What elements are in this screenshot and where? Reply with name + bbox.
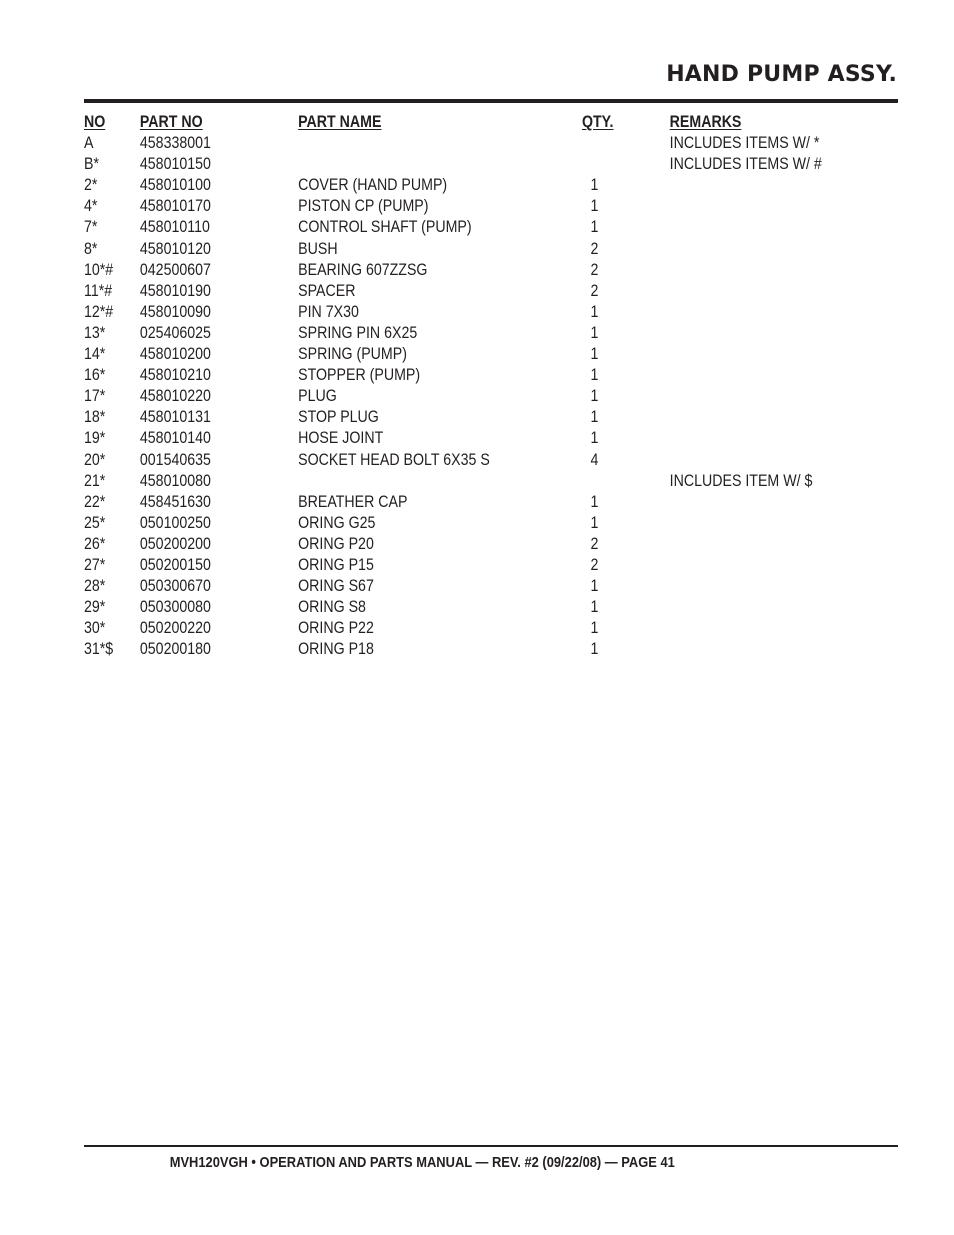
header-part-no: PART NO xyxy=(139,113,203,131)
item-no: 14* xyxy=(84,345,106,364)
table-row xyxy=(84,492,763,513)
table-row xyxy=(84,281,763,302)
item-no: A xyxy=(84,134,94,153)
part-number: 050200150 xyxy=(139,555,211,574)
table-row xyxy=(84,386,763,407)
title-rule xyxy=(84,99,898,103)
table-row xyxy=(84,555,763,576)
part-number: 458010100 xyxy=(139,176,211,195)
item-no: 8* xyxy=(84,239,98,258)
table-row xyxy=(84,576,763,597)
part-name: CONTROL SHAFT (PUMP) xyxy=(298,218,472,237)
item-no: 10*# xyxy=(84,260,114,279)
part-name: ORING S8 xyxy=(298,598,366,617)
header-qty: QTY. xyxy=(581,113,614,131)
item-no: 22* xyxy=(84,492,106,511)
part-number: 458010170 xyxy=(139,197,211,216)
table-row xyxy=(84,365,763,386)
part-number: 458010210 xyxy=(139,366,211,385)
quantity: 2 xyxy=(590,281,599,300)
part-number: 458010150 xyxy=(139,155,211,174)
part-name: PIN 7X30 xyxy=(298,302,359,321)
part-number: 458010140 xyxy=(139,429,211,448)
table-row xyxy=(84,597,763,618)
item-no: 25* xyxy=(84,513,106,532)
header-remarks: REMARKS xyxy=(669,113,742,131)
part-number: 025406025 xyxy=(139,323,211,342)
table-row xyxy=(84,175,763,196)
part-number: 001540635 xyxy=(139,450,211,469)
part-name: ORING P15 xyxy=(298,555,374,574)
part-name: ORING P20 xyxy=(298,534,374,553)
table-body xyxy=(84,133,822,660)
header-part-name: PART NAME xyxy=(298,113,382,131)
item-no: 26* xyxy=(84,534,106,553)
quantity: 2 xyxy=(590,239,599,258)
quantity: 1 xyxy=(590,577,599,596)
part-number: 458338001 xyxy=(139,134,211,153)
part-name: ORING G25 xyxy=(298,513,376,532)
part-number: 458010090 xyxy=(139,302,211,321)
table-row xyxy=(84,217,763,238)
part-number: 050100250 xyxy=(139,513,211,532)
part-number: 458010120 xyxy=(139,239,211,258)
footer-rule xyxy=(84,1145,898,1147)
table-row xyxy=(84,618,763,639)
part-number: 458010190 xyxy=(139,281,211,300)
item-no: 29* xyxy=(84,598,106,617)
quantity: 2 xyxy=(590,555,599,574)
table-row xyxy=(84,154,822,175)
parts-table xyxy=(84,112,822,660)
part-number: 050200220 xyxy=(139,619,211,638)
quantity: 1 xyxy=(590,640,599,659)
item-no: 28* xyxy=(84,577,106,596)
quantity: 1 xyxy=(590,492,599,511)
part-name: SPACER xyxy=(298,281,356,300)
remarks: INCLUDES ITEMS W/ * xyxy=(669,134,820,153)
part-number: 050300080 xyxy=(139,598,211,617)
part-name: BUSH xyxy=(298,239,338,258)
header-no: NO xyxy=(84,113,106,131)
table-row xyxy=(84,639,763,660)
item-no: 21* xyxy=(84,471,106,490)
part-name: SPRING PIN 6X25 xyxy=(298,323,418,342)
part-number: 458010110 xyxy=(139,218,210,237)
item-no: 30* xyxy=(84,619,106,638)
part-name: STOPPER (PUMP) xyxy=(298,366,421,385)
part-number: 458010080 xyxy=(139,471,211,490)
part-name: ORING S67 xyxy=(298,577,374,596)
quantity: 1 xyxy=(590,218,599,237)
table-row xyxy=(84,302,763,323)
part-name: ORING P18 xyxy=(298,640,374,659)
part-number: 458010131 xyxy=(139,408,211,427)
part-number: 458010220 xyxy=(139,387,211,406)
item-no: 11*# xyxy=(84,281,113,300)
item-no: 7* xyxy=(84,218,98,237)
item-no: 18* xyxy=(84,408,106,427)
part-name: BREATHER CAP xyxy=(298,492,408,511)
item-no: 19* xyxy=(84,429,106,448)
remarks: INCLUDES ITEM W/ $ xyxy=(669,471,813,490)
table-row xyxy=(84,260,763,281)
part-number: 050200200 xyxy=(139,534,211,553)
item-no: 31*$ xyxy=(84,640,114,659)
item-no: 12*# xyxy=(84,302,114,321)
table-row xyxy=(84,323,763,344)
part-number: 042500607 xyxy=(139,260,211,279)
quantity: 4 xyxy=(590,450,599,469)
table-row xyxy=(84,196,763,217)
table-row xyxy=(84,428,763,449)
part-name: PLUG xyxy=(298,387,337,406)
quantity: 1 xyxy=(590,323,599,342)
item-no: 13* xyxy=(84,323,106,342)
part-name: ORING P22 xyxy=(298,619,374,638)
part-name: PISTON CP (PUMP) xyxy=(298,197,429,216)
item-no: 2* xyxy=(84,176,98,195)
item-no: B* xyxy=(84,155,99,174)
part-name: STOP PLUG xyxy=(298,408,379,427)
page-footer: MVH120VGH • OPERATION AND PARTS MANUAL — REV. #2 (09/22/08) — PAGE 41 xyxy=(169,1154,675,1171)
remarks: INCLUDES ITEMS W/ # xyxy=(669,155,822,174)
part-name: SOCKET HEAD BOLT 6X35 S xyxy=(298,450,490,469)
quantity: 1 xyxy=(590,197,599,216)
quantity: 2 xyxy=(590,534,599,553)
quantity: 1 xyxy=(590,598,599,617)
table-row xyxy=(84,534,763,555)
table-row xyxy=(84,513,763,534)
quantity: 2 xyxy=(590,260,599,279)
page-title: HAND PUMP ASSY. xyxy=(666,62,897,87)
quantity: 1 xyxy=(590,429,599,448)
item-no: 4* xyxy=(84,197,98,216)
part-name: HOSE JOINT xyxy=(298,429,384,448)
quantity: 1 xyxy=(590,302,599,321)
quantity: 1 xyxy=(590,619,599,638)
table-row xyxy=(84,239,763,260)
part-number: 050300670 xyxy=(139,577,211,596)
quantity: 1 xyxy=(590,366,599,385)
part-name: COVER (HAND PUMP) xyxy=(298,176,448,195)
quantity: 1 xyxy=(590,176,599,195)
item-no: 16* xyxy=(84,366,106,385)
part-number: 458451630 xyxy=(139,492,211,511)
table-row xyxy=(84,407,763,428)
part-number: 050200180 xyxy=(139,640,211,659)
table-row xyxy=(84,133,820,154)
item-no: 27* xyxy=(84,555,106,574)
item-no: 20* xyxy=(84,450,106,469)
table-row xyxy=(84,450,763,471)
table-row xyxy=(84,344,763,365)
quantity: 1 xyxy=(590,387,599,406)
part-name: SPRING (PUMP) xyxy=(298,345,407,364)
item-no: 17* xyxy=(84,387,106,406)
quantity: 1 xyxy=(590,408,599,427)
part-name: BEARING 607ZZSG xyxy=(298,260,428,279)
part-number: 458010200 xyxy=(139,345,211,364)
quantity: 1 xyxy=(590,345,599,364)
table-row xyxy=(84,471,813,492)
quantity: 1 xyxy=(590,513,599,532)
table-header-row xyxy=(84,112,763,133)
